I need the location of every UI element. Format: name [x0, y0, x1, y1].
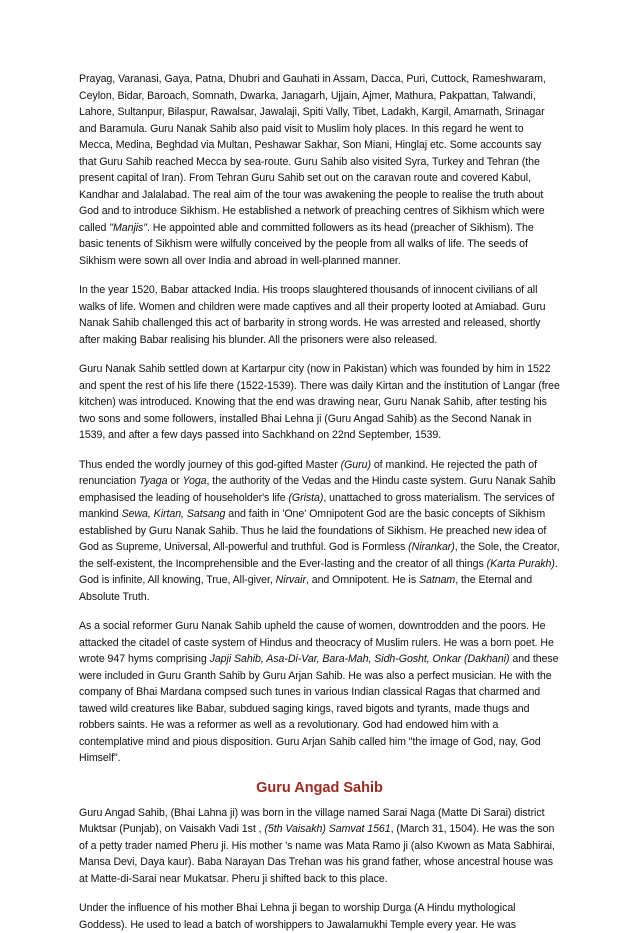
text-run: and these were included in Guru Granth Sahib by Guru Arjan Sahib. He was also a perfect musician. He with the company of Bhai Mardana compsed such tunes in various Indian classical Ragas that charmed and tawed wild creatures like Babar, subdued saging kings, raved bigots and tyrants, made thugs and robbers saints. He was a reformer as well as a revolutionary. God had endowed him with a contemplative mind and pious disposition. Guru Arjan Sahib called him "the image of God, nay, God Himself". — [79, 653, 559, 764]
section-heading: Guru Angad Sahib — [256, 779, 383, 796]
italic-term: (Guru) — [340, 458, 371, 471]
italic-term: Japji Sahib, Asa-Di-Var, Bara-Mah, Sidh-Gosht, Onkar (Dakhani) — [209, 653, 510, 665]
paragraph-teachings — [79, 457, 560, 606]
text-run: , the Sole, the Creator, the self-existent, the Incomprehensible and the Ever-lasting and the creator of all things — [79, 541, 560, 570]
paragraph-tour-places — [79, 71, 560, 269]
italic-term: (Nirankar) — [408, 541, 455, 553]
paragraph-durga-worship: Under the influence of his mother Bhai Lehna ji began to worship Durga (A Hindu mythological Goddess). He used to lead a batch of worshippers to Jawalamukhi Temple every year. He was — [79, 902, 516, 931]
text-run: Guru Angad Sahib, (Bhai Lahna ji) was born in the village named Sarai Naga (Matte Di Sarai) district Muktsar (Punjab), on Vaisakh Vadi 1st , — [79, 806, 545, 835]
italic-term: Sewa, Kirtan, Satsang — [121, 508, 226, 520]
text-run: , (March 31, 1504). He was the son of a petty trader named Pheru ji. His mother 's name was Mata Ramo ji (also Kwown as Mata Sabhirai, Mansa Devi, Daya kaur). Baba Narayan Das Trehan was his grand father, whose ancestral house was at Matte-di-Sarai near Mukatsar. Pheru ji shifted back to this place. — [79, 823, 555, 885]
italic-term: (Grista) — [288, 491, 324, 504]
italic-term: Satnam — [418, 574, 456, 586]
paragraph-kartarpur: Guru Nanak Sahib settled down at Kartarpur city (now in Pakistan) which was founded by him in 1522 and spent the rest of his life there (1522-1539). There was daily Kirtan and the institution of Langar (free kitchen) was introduced. Knowing that the end was drawing near, Guru Nanak Sahib, after testing his two sons and some followers, installed Bhai Lehna ji (Guru Angad Sahib) as the Second Nanak in 1539, and after a few days passed into Sachkhand on 22nd September, 1539. — [79, 363, 560, 441]
italic-term: Tyaga — [139, 475, 168, 487]
paragraph-babar-attack: In the year 1520, Babar attacked India. His troops slaughtered thousands of innocent civilians of all walks of life. Women and children were made captives and all their property looted at Amiabad. Guru Nanak Sahib challenged this act of barbarity in strong words. He was arrested and released, shortly after making Babar realising his blunder. All the prisoners were also released. — [79, 284, 546, 346]
italic-term: (Karta Purakh) — [486, 557, 555, 570]
text-run: of mankind. He rejected the path of renunciation — [79, 458, 537, 487]
text-run: , and Omnipotent. He is — [305, 574, 419, 586]
text-run: , the Eternal and Absolute Truth. — [79, 574, 533, 603]
paragraph-social-reformer — [79, 618, 560, 767]
text-run: or — [167, 475, 183, 487]
text-run: Prayag, Varanasi, Gaya, Patna, Dhubri and Gauhati in Assam, Dacca, Puri, Cuttock, Rameshwaram, Ceylon, Bidar, Baroach, Somnath, Dwarka, Janagarh, Ujjain, Ajmer, Mathura, Pakpattan, Talwandi, Lahore, Sultanpur, Bilaspur, Rawalsar, Jawalaji, Spiti Vally, Tibet, Ladakh, Kargil, Amarnath, Srinagar and Baramula. Guru Nanak Sahib also paid visit to Muslim holy places. In this regard he went to Mecca, Medina, Beghdad via Multan, Peshawar Sakhar, Son Miani, Hinglaj etc. Some accounts say that Guru Sahib reached Mecca by sea-route. Guru Sahib also visited Syra, Turkey and Tehran (the present capital of Iran). From Tehran Guru Sahib set out on the caravan route and covered Kabul, Kandhar and Jalalabad. The real aim of the tour was awakening the people to realise the truth about God and to introduce Sikhism. He established a network of preaching centres of Sikhism which were called — [79, 73, 546, 234]
paragraph-angad-birth — [79, 805, 560, 888]
text-run: , the authority of the Vedas and the Hindu caste system. Guru Nanak Sahib emphasised the leading of householder's life — [79, 475, 556, 504]
text-run: . He appointed able and committed followers as its head (preacher of Sikhism). The basic tenents of Sikhism were wilfully conceived by the people from all walks of life. The seeds of Sikhism were sown all over India and abroad in well-planned manner. — [79, 221, 534, 267]
italic-term: Nirvair — [275, 574, 306, 586]
text-run: , unattached to gross materialism. The services of mankind — [79, 491, 555, 520]
text-run: Thus ended the wordly journey of this god-gifted Master — [79, 458, 341, 471]
italic-term: "Manjis" — [109, 221, 148, 234]
italic-term: Yoga — [182, 475, 207, 487]
text-run: As a social reformer Guru Nanak Sahib upheld the cause of women, downtrodden and the poors. He attacked the citadel of caste system of Hindus and theocracy of Muslim rulers. He was a born poet. He wrote 947 hyms comprising — [79, 620, 554, 665]
text-run: . God is infinite, All knowing, True, All-giver, — [79, 557, 558, 586]
italic-term: (5th Vaisakh) Samvat 1561 — [264, 823, 391, 835]
text-run: and faith in 'One' Omnipotent God are the basic concepts of Sikhism established by Guru Nanak Sahib. Thus he laid the foundations of Sikhism. He preached new idea of God as Supreme, Universal, All-powerful and truthful. God is Formless — [79, 508, 547, 553]
